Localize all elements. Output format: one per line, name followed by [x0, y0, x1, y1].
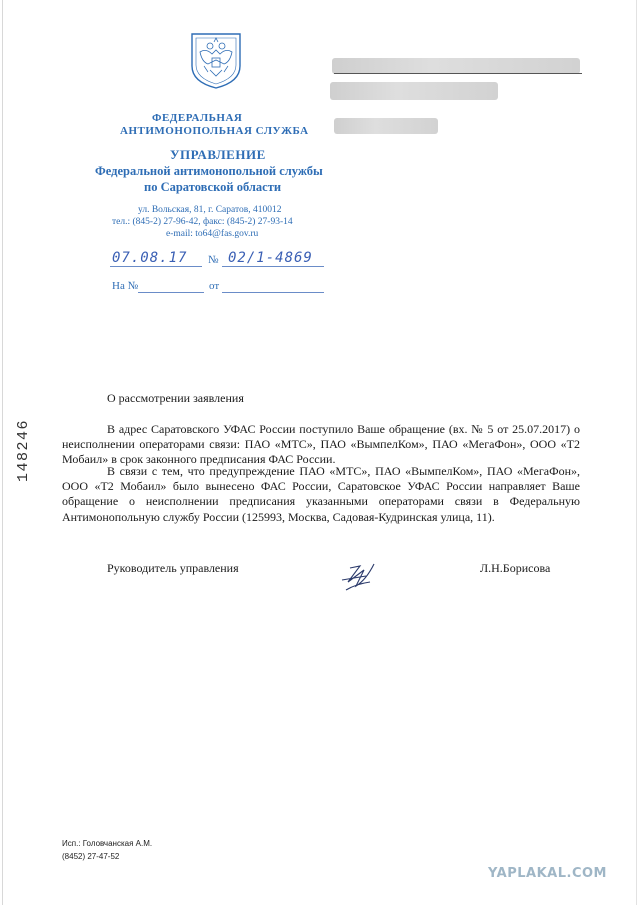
registration-date: 07.08.17 [112, 250, 188, 266]
reference-label: На № [112, 280, 139, 292]
recipient-underline [334, 73, 582, 74]
agency-name-line1: ФЕДЕРАЛЬНАЯ [152, 112, 243, 124]
redacted-recipient-line1 [332, 58, 580, 74]
department-name-line2: по Саратовской области [144, 180, 282, 194]
number-underline [222, 266, 324, 267]
coat-of-arms-emblem [188, 30, 244, 90]
email-line: e-mail: to64@fas.gov.ru [166, 229, 259, 239]
registration-number: 02/1-4869 [228, 250, 313, 266]
executor-phone: (8452) 27-47-52 [62, 852, 120, 861]
reference-underline [138, 292, 204, 293]
redacted-recipient-line2 [330, 82, 498, 100]
paragraph-2-text: В связи с тем, что предупреждение ПАО «МТС», ПАО «ВымпелКом», ПАО «МегаФон», ООО «Т2 Мобаил» было вынесено ФАС России, Саратовское УФАС России направляет Ваше обращение о неисполнении предписания указанными операторами связи в Федеральную Антимонопольную службу России (125993, Москва, Садовая-Кудринская улица, 11). [62, 464, 580, 524]
incoming-stamp-number [15, 412, 42, 492]
redacted-recipient-line3 [334, 118, 438, 134]
address-line: ул. Вольская, 81, г. Саратов, 410012 [138, 205, 282, 215]
paragraph-1-text: В адрес Саратовского УФАС России поступило Ваше обращение (вх. № 5 от 25.07.2017) о неисполнении операторами связи: ПАО «МТС», ПАО «ВымпелКом», ПАО «МегаФон», ООО «Т2 Мобаил» в срок законного предписания ФАС России. [62, 422, 580, 467]
signatory-name: Л.Н.Борисова [480, 561, 551, 575]
date-underline [110, 266, 202, 267]
agency-name-line2: АНТИМОНОПОЛЬНАЯ СЛУЖБА [120, 125, 309, 137]
from-label: от [209, 280, 220, 292]
site-watermark: YAPLAKAL.COM [488, 866, 607, 881]
page-edge-right [636, 0, 637, 905]
letter-paragraph-1 [62, 422, 580, 468]
department-title: УПРАВЛЕНИЕ [170, 147, 266, 162]
page-edge-left [2, 0, 3, 905]
signatory-position: Руководитель управления [107, 561, 239, 575]
from-underline [222, 292, 324, 293]
letter-subject: О рассмотрении заявления [107, 391, 244, 405]
phone-fax-line: тел.: (845-2) 27-96-42, факс: (845-2) 27-93-14 [112, 217, 293, 227]
letter-paragraph-2 [62, 464, 580, 525]
department-name-line1: Федеральной антимонопольной службы [95, 164, 323, 178]
handwritten-signature [336, 560, 380, 594]
stamp-number-text: 148246 [15, 418, 33, 483]
executor-name: Исп.: Головчанская А.М. [62, 839, 153, 848]
number-label: № [208, 254, 219, 266]
